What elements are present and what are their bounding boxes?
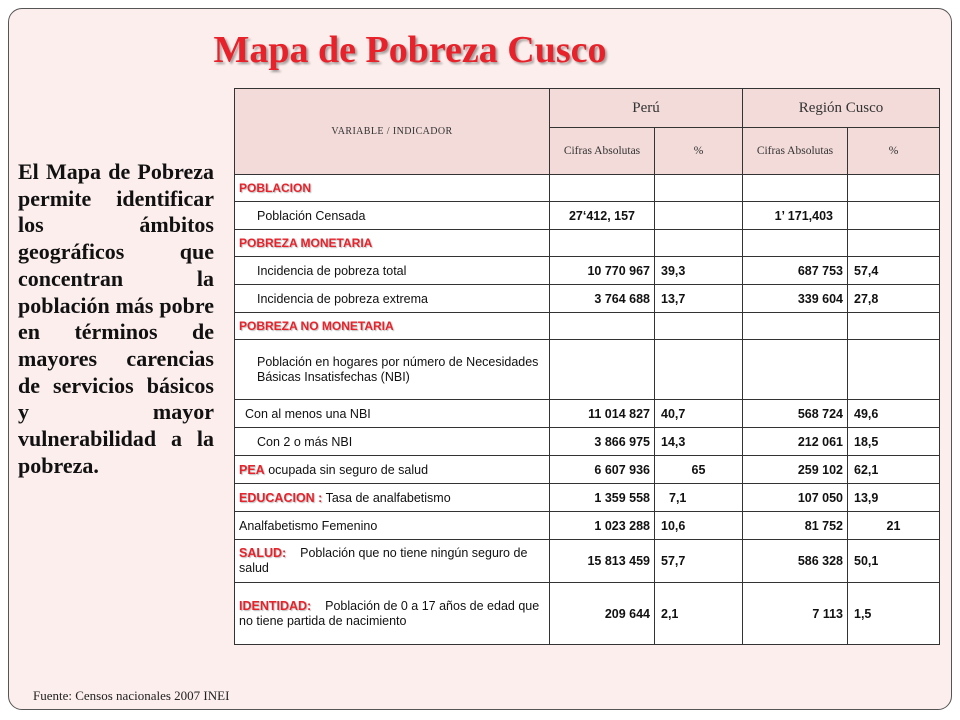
table-row bbox=[235, 340, 940, 400]
table-row bbox=[235, 540, 940, 583]
row-label: Analfabetismo Femenino bbox=[235, 512, 550, 540]
cell-value: 21 bbox=[848, 512, 940, 540]
table-row bbox=[235, 175, 940, 202]
cell-value: 1 359 558 bbox=[550, 484, 655, 512]
cell-value: 1,5 bbox=[848, 583, 940, 645]
table-row bbox=[235, 428, 940, 456]
cell-value: 18,5 bbox=[848, 428, 940, 456]
section-label: POBREZA NO MONETARIA bbox=[235, 313, 550, 340]
poverty-table bbox=[234, 88, 940, 645]
cell-value: 50,1 bbox=[848, 540, 940, 583]
page-title: Mapa de Pobreza Cusco bbox=[213, 29, 607, 71]
cell-value: 7,1 bbox=[655, 484, 743, 512]
table-row bbox=[235, 285, 940, 313]
cell-value: 2,1 bbox=[655, 583, 743, 645]
cell-value: 1’ 171,403 bbox=[743, 202, 848, 230]
header-peru: Perú bbox=[550, 89, 743, 128]
cell-value: 3 764 688 bbox=[550, 285, 655, 313]
row-label: Con 2 o más NBI bbox=[257, 434, 353, 449]
cell-value: 568 724 bbox=[743, 400, 848, 428]
section-label: POBLACION bbox=[235, 175, 550, 202]
table-row bbox=[235, 400, 940, 428]
header-peru-pct: % bbox=[655, 128, 743, 175]
cell-value: 57,4 bbox=[848, 257, 940, 285]
header-peru-abs: Cifras Absolutas bbox=[550, 128, 655, 175]
cell-value: 39,3 bbox=[655, 257, 743, 285]
cell-value: 586 328 bbox=[743, 540, 848, 583]
row-label: PEA ocupada sin seguro de salud bbox=[235, 456, 550, 484]
cell-value: 65 bbox=[655, 456, 743, 484]
cell-value: 6 607 936 bbox=[550, 456, 655, 484]
cell-value: 3 866 975 bbox=[550, 428, 655, 456]
row-label: SALUD: Población que no tiene ningún seguro de salud bbox=[235, 540, 550, 583]
cell-value: 62,1 bbox=[848, 456, 940, 484]
cell-value: 40,7 bbox=[655, 400, 743, 428]
table-row bbox=[235, 583, 940, 645]
source-note: Fuente: Censos nacionales 2007 INEI bbox=[33, 688, 230, 703]
cell-value: 49,6 bbox=[848, 400, 940, 428]
table-row bbox=[235, 202, 940, 230]
table-row bbox=[235, 512, 940, 540]
row-label: Incidencia de pobreza extrema bbox=[257, 291, 428, 306]
table-row bbox=[235, 257, 940, 285]
cell-value: 687 753 bbox=[743, 257, 848, 285]
table-row bbox=[235, 230, 940, 257]
header-cusco: Región Cusco bbox=[743, 89, 940, 128]
table-row bbox=[235, 456, 940, 484]
cell-value: 107 050 bbox=[743, 484, 848, 512]
row-label: Población Censada bbox=[257, 208, 366, 223]
header-variable: VARIABLE / INDICADOR bbox=[235, 89, 550, 175]
cell-value: 15 813 459 bbox=[550, 540, 655, 583]
header-cusco-pct: % bbox=[848, 128, 940, 175]
cell-value: 209 644 bbox=[550, 583, 655, 645]
row-label: Con al menos una NBI bbox=[245, 406, 371, 421]
section-label: POBREZA MONETARIA bbox=[235, 230, 550, 257]
description-text: El Mapa de Pobreza permite identificar los ámbitos geográficos que concentran la población más pobre en términos de mayores carencias de servicios básicos y mayor vulnerabilidad a la pobreza. bbox=[18, 159, 214, 478]
cell-value: 259 102 bbox=[743, 456, 848, 484]
cell-value: 10,6 bbox=[655, 512, 743, 540]
row-label: EDUCACION : Tasa de analfabetismo bbox=[235, 484, 550, 512]
cell-value: 11 014 827 bbox=[550, 400, 655, 428]
header-cusco-abs: Cifras Absolutas bbox=[743, 128, 848, 175]
cell-value: 27,8 bbox=[848, 285, 940, 313]
row-label: IDENTIDAD: Población de 0 a 17 años de edad que no tiene partida de nacimiento bbox=[235, 583, 550, 645]
cell-value: 7 113 bbox=[743, 583, 848, 645]
cell-value: 10 770 967 bbox=[550, 257, 655, 285]
row-label: Población en hogares por número de Necesidades Básicas Insatisfechas (NBI) bbox=[257, 354, 539, 384]
cell-value: 14,3 bbox=[655, 428, 743, 456]
table-row bbox=[235, 313, 940, 340]
row-label: Incidencia de pobreza total bbox=[257, 263, 407, 278]
table-row bbox=[235, 484, 940, 512]
cell-value: 212 061 bbox=[743, 428, 848, 456]
cell-value: 13,7 bbox=[655, 285, 743, 313]
cell-value: 27‘412, 157 bbox=[550, 202, 655, 230]
cell-value: 339 604 bbox=[743, 285, 848, 313]
cell-value: 57,7 bbox=[655, 540, 743, 583]
cell-value: 1 023 288 bbox=[550, 512, 655, 540]
cell-value: 13,9 bbox=[848, 484, 940, 512]
cell-value: 81 752 bbox=[743, 512, 848, 540]
